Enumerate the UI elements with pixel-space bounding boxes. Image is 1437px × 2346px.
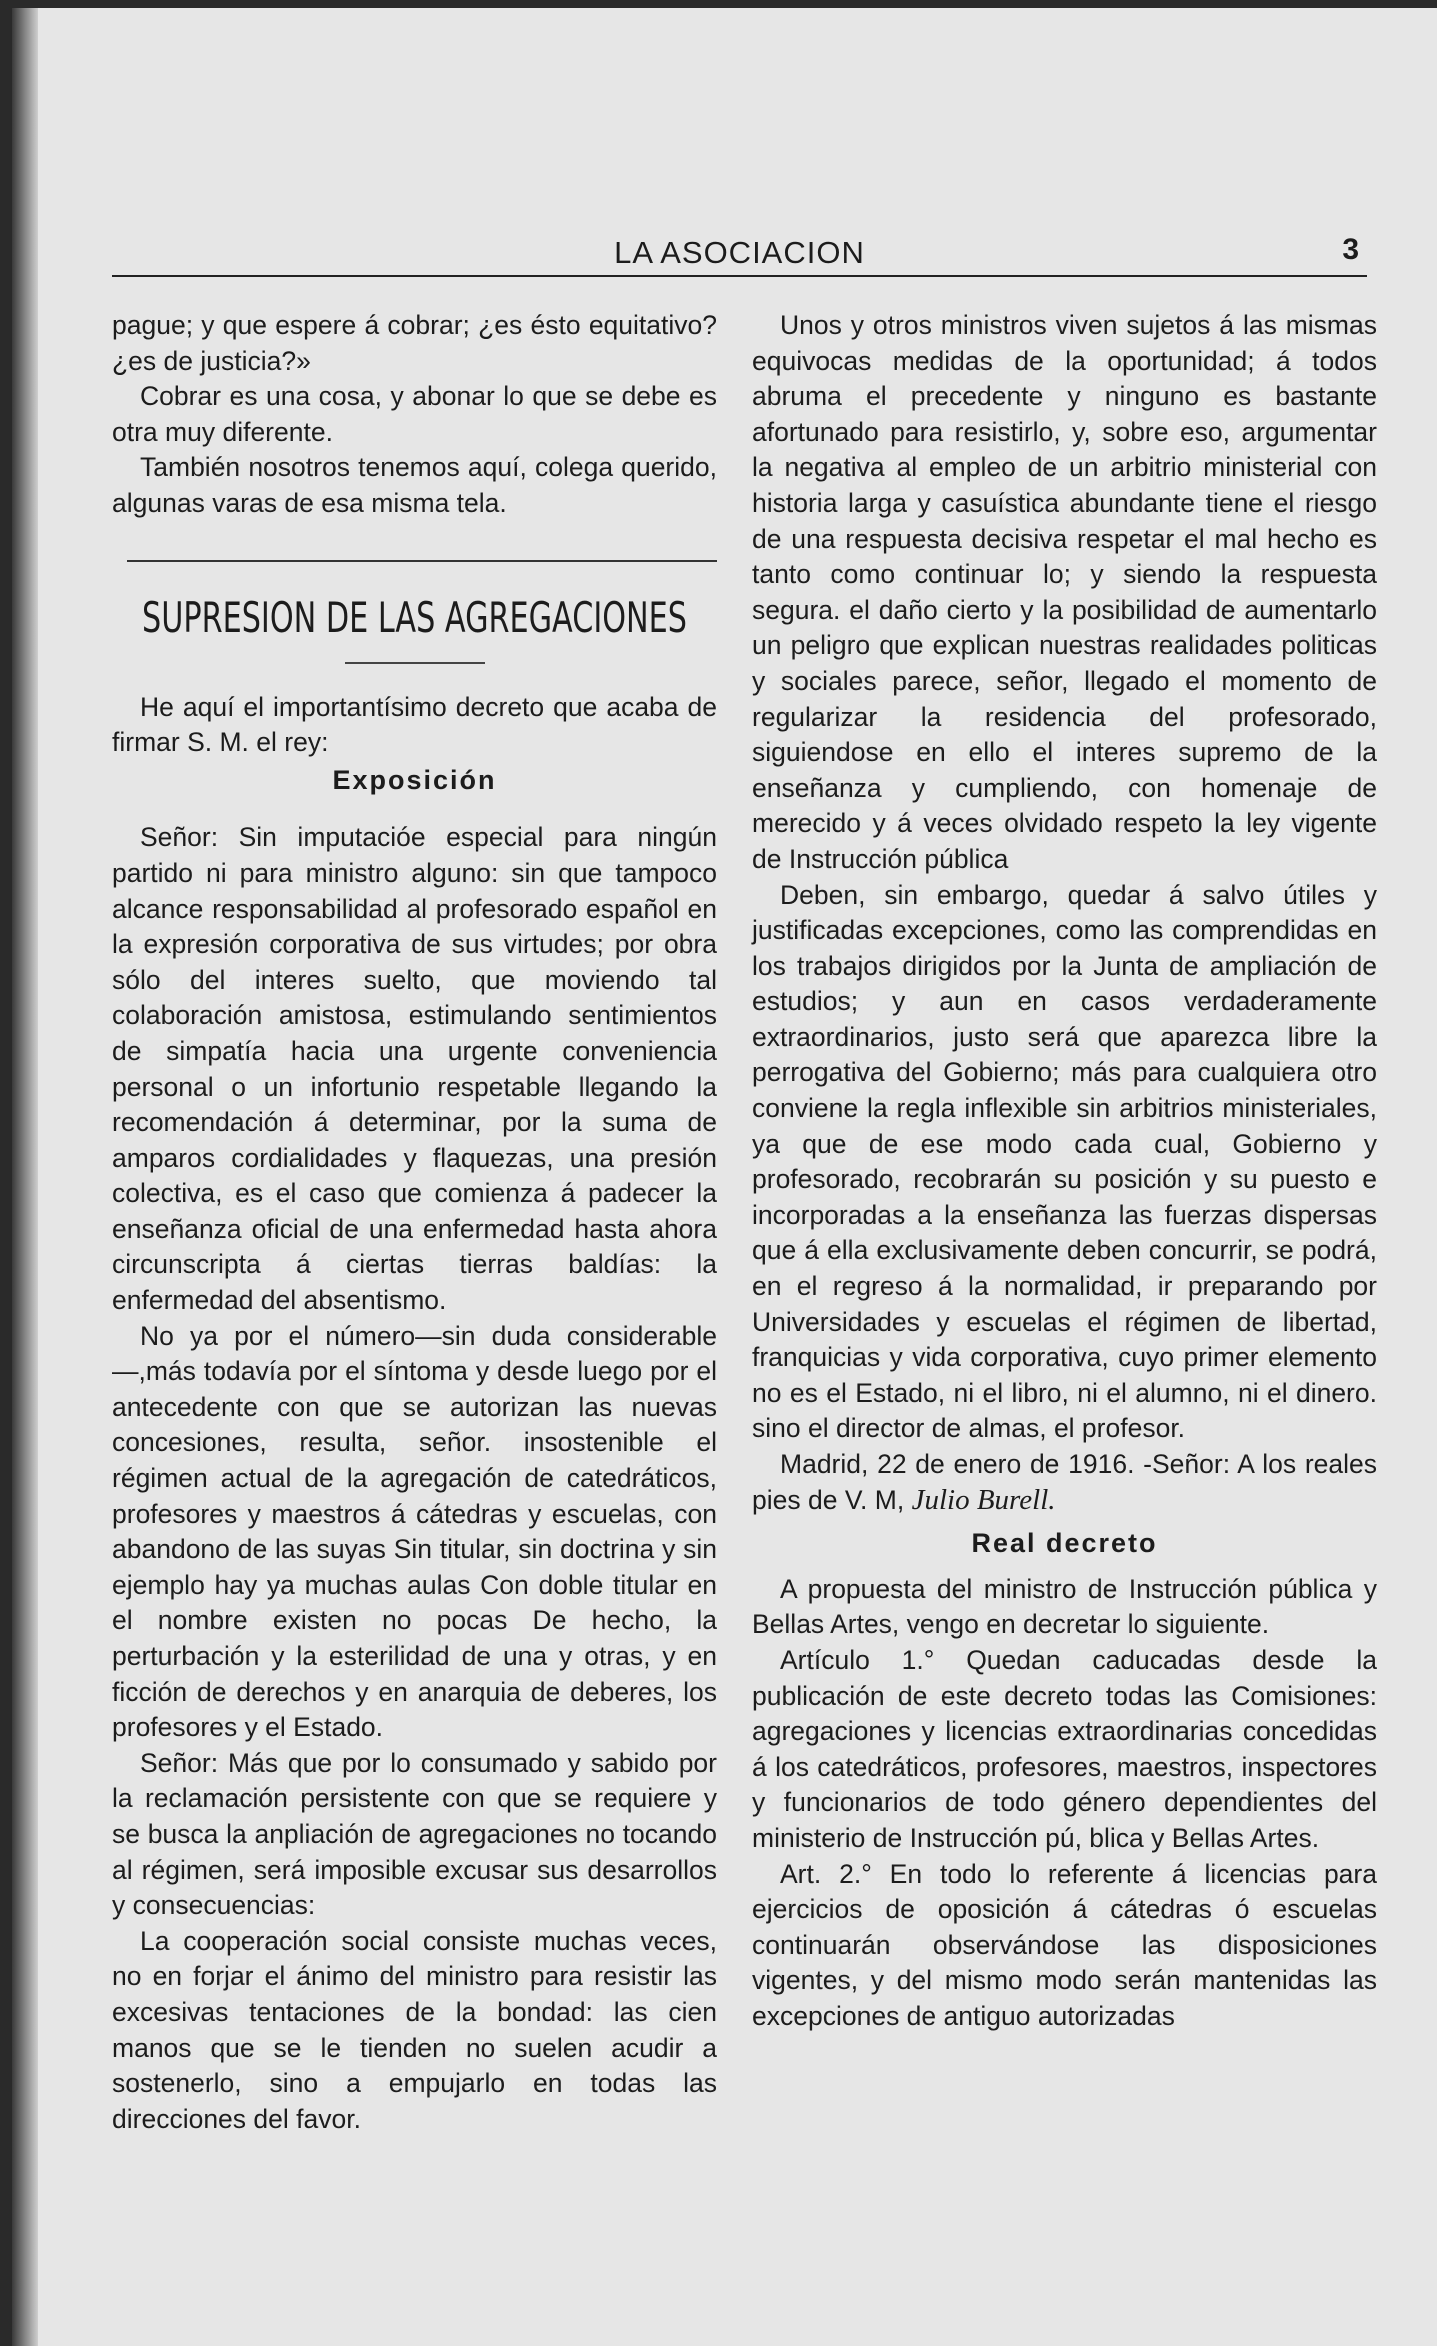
paragraph: También nosotros tenemos aquí, colega querido, algunas varas de esa misma tela.: [112, 452, 717, 518]
date-line: [752, 1447, 1377, 1518]
paragraph: No ya por el número—sin duda considerable—,más todavía por el síntoma y desde luego por el antecedente con que se autorizan las nuevas concesiones, resulta, señor. insostenible el régimen actual de la agregación de catedráticos, profesores y maestros á cátedras y escuelas, con abandono de las suyas Sin titular, sin doctrina y sin ejemplo hay ya muchas aulas Con doble titular en el nombre existen no pocas De hecho, la perturbación y la esterilidad de una y otras, y en ficción de derechos y en anarquia de deberes, los profesores y el Estado.: [112, 1320, 717, 1743]
short-rule: [345, 662, 485, 664]
paragraph: Deben, sin embargo, quedar á salvo útiles y justificadas excepciones, como las comprendidas en los trabajos dirigidos por la Junta de ampliación de estudios; y aun en casos verdaderamente extraordinarios, justo será que aparezca libre la perrogativa del Gobierno; más para cualquiera otro conviene la regla inflexible sin arbitrios ministeriales, ya que de ese modo cada cual, Gobierno y profesorado, recobrarán su posición y su puesto e incorporadas a la enseñanza las fuerzas dispersas que á ella exclusivamente deben concurrir, se podrá, en el regreso á la normalidad, ir preparando por Universidades y escuelas el régimen de libertad, franquicias y vida corporativa, cuyo primer elemento no es el Estado, ni el libro, ni el alumno, ni el dinero. sino el director de almas, el profesor.: [752, 879, 1377, 1444]
page-title: LA ASOCIACION: [614, 235, 865, 270]
newspaper-page: [12, 8, 1437, 2346]
paragraph: Artículo 1.° Quedan caducadas desde la publicación de este decreto todas las Comisiones: agregaciones y licencias extraordinarias concedidas á los catedráticos, profesores, maestros, inspectores y funcionarios de todo género dependientes del ministerio de Instrucción pú, blica y Bellas Artes.: [752, 1644, 1377, 1853]
page-header: [112, 233, 1367, 283]
article-heading: SUPRESION DE LAS AGREGACIONES: [142, 592, 687, 642]
section-divider: [127, 560, 717, 562]
paragraph: A propuesta del ministro de Instrucción pública y Bellas Artes, vengo en decretar lo siguiente.: [752, 1573, 1377, 1640]
paragraph: He aquí el importantísimo decreto que acaba de firmar S. M. el rey:: [112, 691, 717, 758]
paragraph: Señor: Sin imputacióe especial para ningún partido ni para ministro alguno: sin que tampoco alcance responsabilidad al profesorado español en la expresión corporativa de sus virtudes; por obra sólo del interes suelto, que moviendo tal colaboración amistosa, estimulando sentimientos de simpatía hacia una urgente conveniencia personal o un infortunio respetable llegando la recomendación á determinar, por la suma de amparos cordialidades y flaquezas, una presión colectiva, es el caso que comienza á padecer la enseñanza oficial de una enfermedad hasta ahora circunscripta á ciertas tierras baldías: la enfermedad del absentismo.: [112, 822, 717, 1316]
paragraph: La cooperación social consiste muchas veces, no en forjar el ánimo del ministro para resistir las excesivas tentaciones de la bondad: las cien manos que se le tienden no suelen acudir a sostenerlo, sino a empujarlo en todas las direcciones del favor.: [112, 1925, 717, 2134]
right-column: [752, 308, 1377, 2035]
subheading-exposicion: Exposición: [332, 764, 497, 795]
left-column: [112, 308, 717, 2137]
header-rule: [112, 275, 1367, 277]
binding-shadow: [12, 8, 38, 2346]
paragraph: Señor: Más que por lo consumado y sabido por la reclamación persistente con que se requiere y se busca la anpliación de agregaciones no tocando al régimen, será imposible excusar sus desarrollos y consecuencias:: [112, 1747, 717, 1921]
paragraph: Art. 2.° En todo lo referente á licencias para ejercicios de oposición á cátedras ó escuelas continuarán observándose las disposiciones vigentes, y del mismo modo serán mantenidas las excepciones de antiguo autorizadas: [752, 1858, 1377, 2031]
subheading-real-decreto: Real decreto: [971, 1528, 1158, 1559]
signature: Julio Burell.: [911, 1483, 1056, 1516]
page-number: 3: [1342, 233, 1359, 266]
paragraph: Unos y otros ministros viven sujetos á las mismas equivocas medidas de la oportunidad; á todos abruma el precedente y ninguno es bastante afortunado para resistirlo, y, sobre eso, argumentar la negativa al empleo de un arbitrio ministerial con historia larga y casuística abundante tiene el riesgo de una respuesta decisiva respetar el mal hecho es tanto como continuar lo; y siendo la respuesta segura. el daño cierto y la posibilidad de aumentarlo un peligro que explican nuestras realidades politicas y sociales parece, señor, llegado el momento de regularizar la residencia del profesorado, siguiendose en ello el interes supremo de la enseñanza y cumpliendo, con homenaje de merecido y á veces olvidado respeto la ley vigente de Instrucción pública: [752, 310, 1377, 874]
paragraph: pague; y que espere á cobrar; ¿es ésto equitativo? ¿es de justicia?»: [112, 310, 717, 376]
date-text: Madrid, 22 de enero de 1916. -Señor: A los reales pies de V. M,: [752, 1449, 1377, 1515]
paragraph: Cobrar es una cosa, y abonar lo que se debe es otra muy diferente.: [112, 381, 717, 447]
